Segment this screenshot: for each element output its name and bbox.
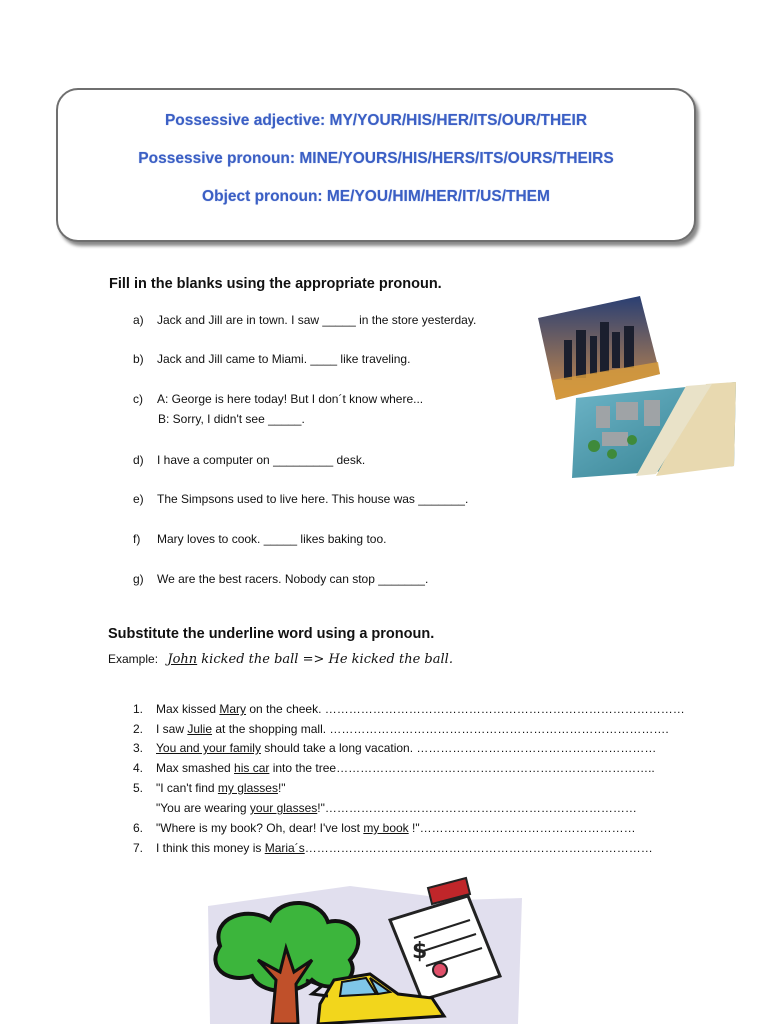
answer-dots: !"……………………………………………… xyxy=(408,821,636,835)
item-number: 5. xyxy=(133,781,144,795)
sentence-2 xyxy=(133,722,669,736)
question-label: b) xyxy=(133,352,144,366)
answer-dots: into the tree…………………………………………………………………….. xyxy=(269,761,655,775)
question-text: We are the best racers. Nobody can stop _______. xyxy=(157,572,429,586)
object-pronoun-line: Object pronoun: ME/YOU/HIM/HER/IT/US/THEM xyxy=(202,188,550,205)
item-number: 1. xyxy=(133,702,144,716)
item-number: 7. xyxy=(133,841,144,855)
item-number: 4. xyxy=(133,761,144,775)
example-underlined-word: John xyxy=(167,652,198,667)
question-text: A: George is here today! But I don´t know where... xyxy=(157,392,424,406)
answer-dots: should take a long vacation. …………………………………………………… xyxy=(260,741,657,755)
underlined-word: Mary xyxy=(219,702,247,716)
answer-dots: !"…………………………………………………………………… xyxy=(317,801,637,815)
miami-city-image xyxy=(536,296,736,478)
possessive-adjective-line: Possessive adjective: MY/YOUR/HIS/HER/ITS/OUR/THEIR xyxy=(164,112,588,129)
sentence-5 xyxy=(133,781,286,795)
question-label: a) xyxy=(133,313,144,327)
question-text: Jack and Jill came to Miami. ____ like traveling. xyxy=(157,352,411,366)
pronoun-reference-box xyxy=(56,88,696,242)
example-sentence: kicked the ball => He kicked the ball. xyxy=(197,652,453,667)
underlined-word: my glasses xyxy=(217,781,278,795)
sentence-text: Max kissed xyxy=(156,702,220,716)
section2-title: Substitute the underline word using a pronoun. xyxy=(108,626,435,642)
underlined-word: Julie xyxy=(187,722,213,736)
sentence-4 xyxy=(133,761,655,775)
sentence-3 xyxy=(133,741,656,755)
svg-text:$: $ xyxy=(412,939,428,964)
question-label: e) xyxy=(133,492,144,506)
question-text: The Simpsons used to live here. This house was _______. xyxy=(157,492,469,506)
example-label: Example: xyxy=(108,652,159,666)
sentence-1 xyxy=(133,702,685,716)
sentence-text: Max smashed xyxy=(156,761,235,775)
sentence-end: !" xyxy=(277,781,286,795)
question-text: I have a computer on _________ desk. xyxy=(157,453,366,467)
sentence-text: "Where is my book? Oh, dear! I've lost xyxy=(156,821,364,835)
tree-car-bill-clipart xyxy=(200,876,530,1024)
underlined-word: You and your family xyxy=(156,741,261,755)
question-label: f) xyxy=(133,532,141,546)
example-line xyxy=(108,652,453,667)
underlined-word: his car xyxy=(234,761,270,775)
sentence-6 xyxy=(133,821,636,835)
item-number: 2. xyxy=(133,722,144,736)
possessive-pronoun-line: Possessive pronoun: MINE/YOURS/HIS/HERS/ITS/OURS/THEIRS xyxy=(138,150,614,167)
sentence-7 xyxy=(133,841,653,855)
underlined-word: my book xyxy=(363,821,409,835)
sentence-text: I think this money is xyxy=(156,841,265,855)
underlined-word: Maria´s xyxy=(264,841,305,855)
question-label: c) xyxy=(133,392,143,406)
question-text-reply: B: Sorry, I didn't see _____. xyxy=(158,412,305,426)
section1-title: Fill in the blanks using the appropriate pronoun. xyxy=(109,276,442,292)
item-number: 6. xyxy=(133,821,144,835)
underlined-word: your glasses xyxy=(249,801,318,815)
sentence-text: "I can't find xyxy=(156,781,218,795)
question-label: d) xyxy=(133,453,144,467)
question-text: Mary loves to cook. _____ likes baking too. xyxy=(157,532,387,546)
question-text: Jack and Jill are in town. I saw _____ in the store yesterday. xyxy=(157,313,477,327)
answer-dots: on the cheek. ……………………………………………………………………………… xyxy=(246,702,685,716)
item-number: 3. xyxy=(133,741,144,755)
answer-dots: …………………………………………………………………………… xyxy=(304,841,653,855)
question-label: g) xyxy=(133,572,144,586)
sentence-text: "You are wearing xyxy=(156,801,250,815)
sentence-text: I saw xyxy=(156,722,188,736)
answer-dots: at the shopping mall. …………………………………………………………………………. xyxy=(212,722,669,736)
sentence-5-reply xyxy=(133,801,637,815)
